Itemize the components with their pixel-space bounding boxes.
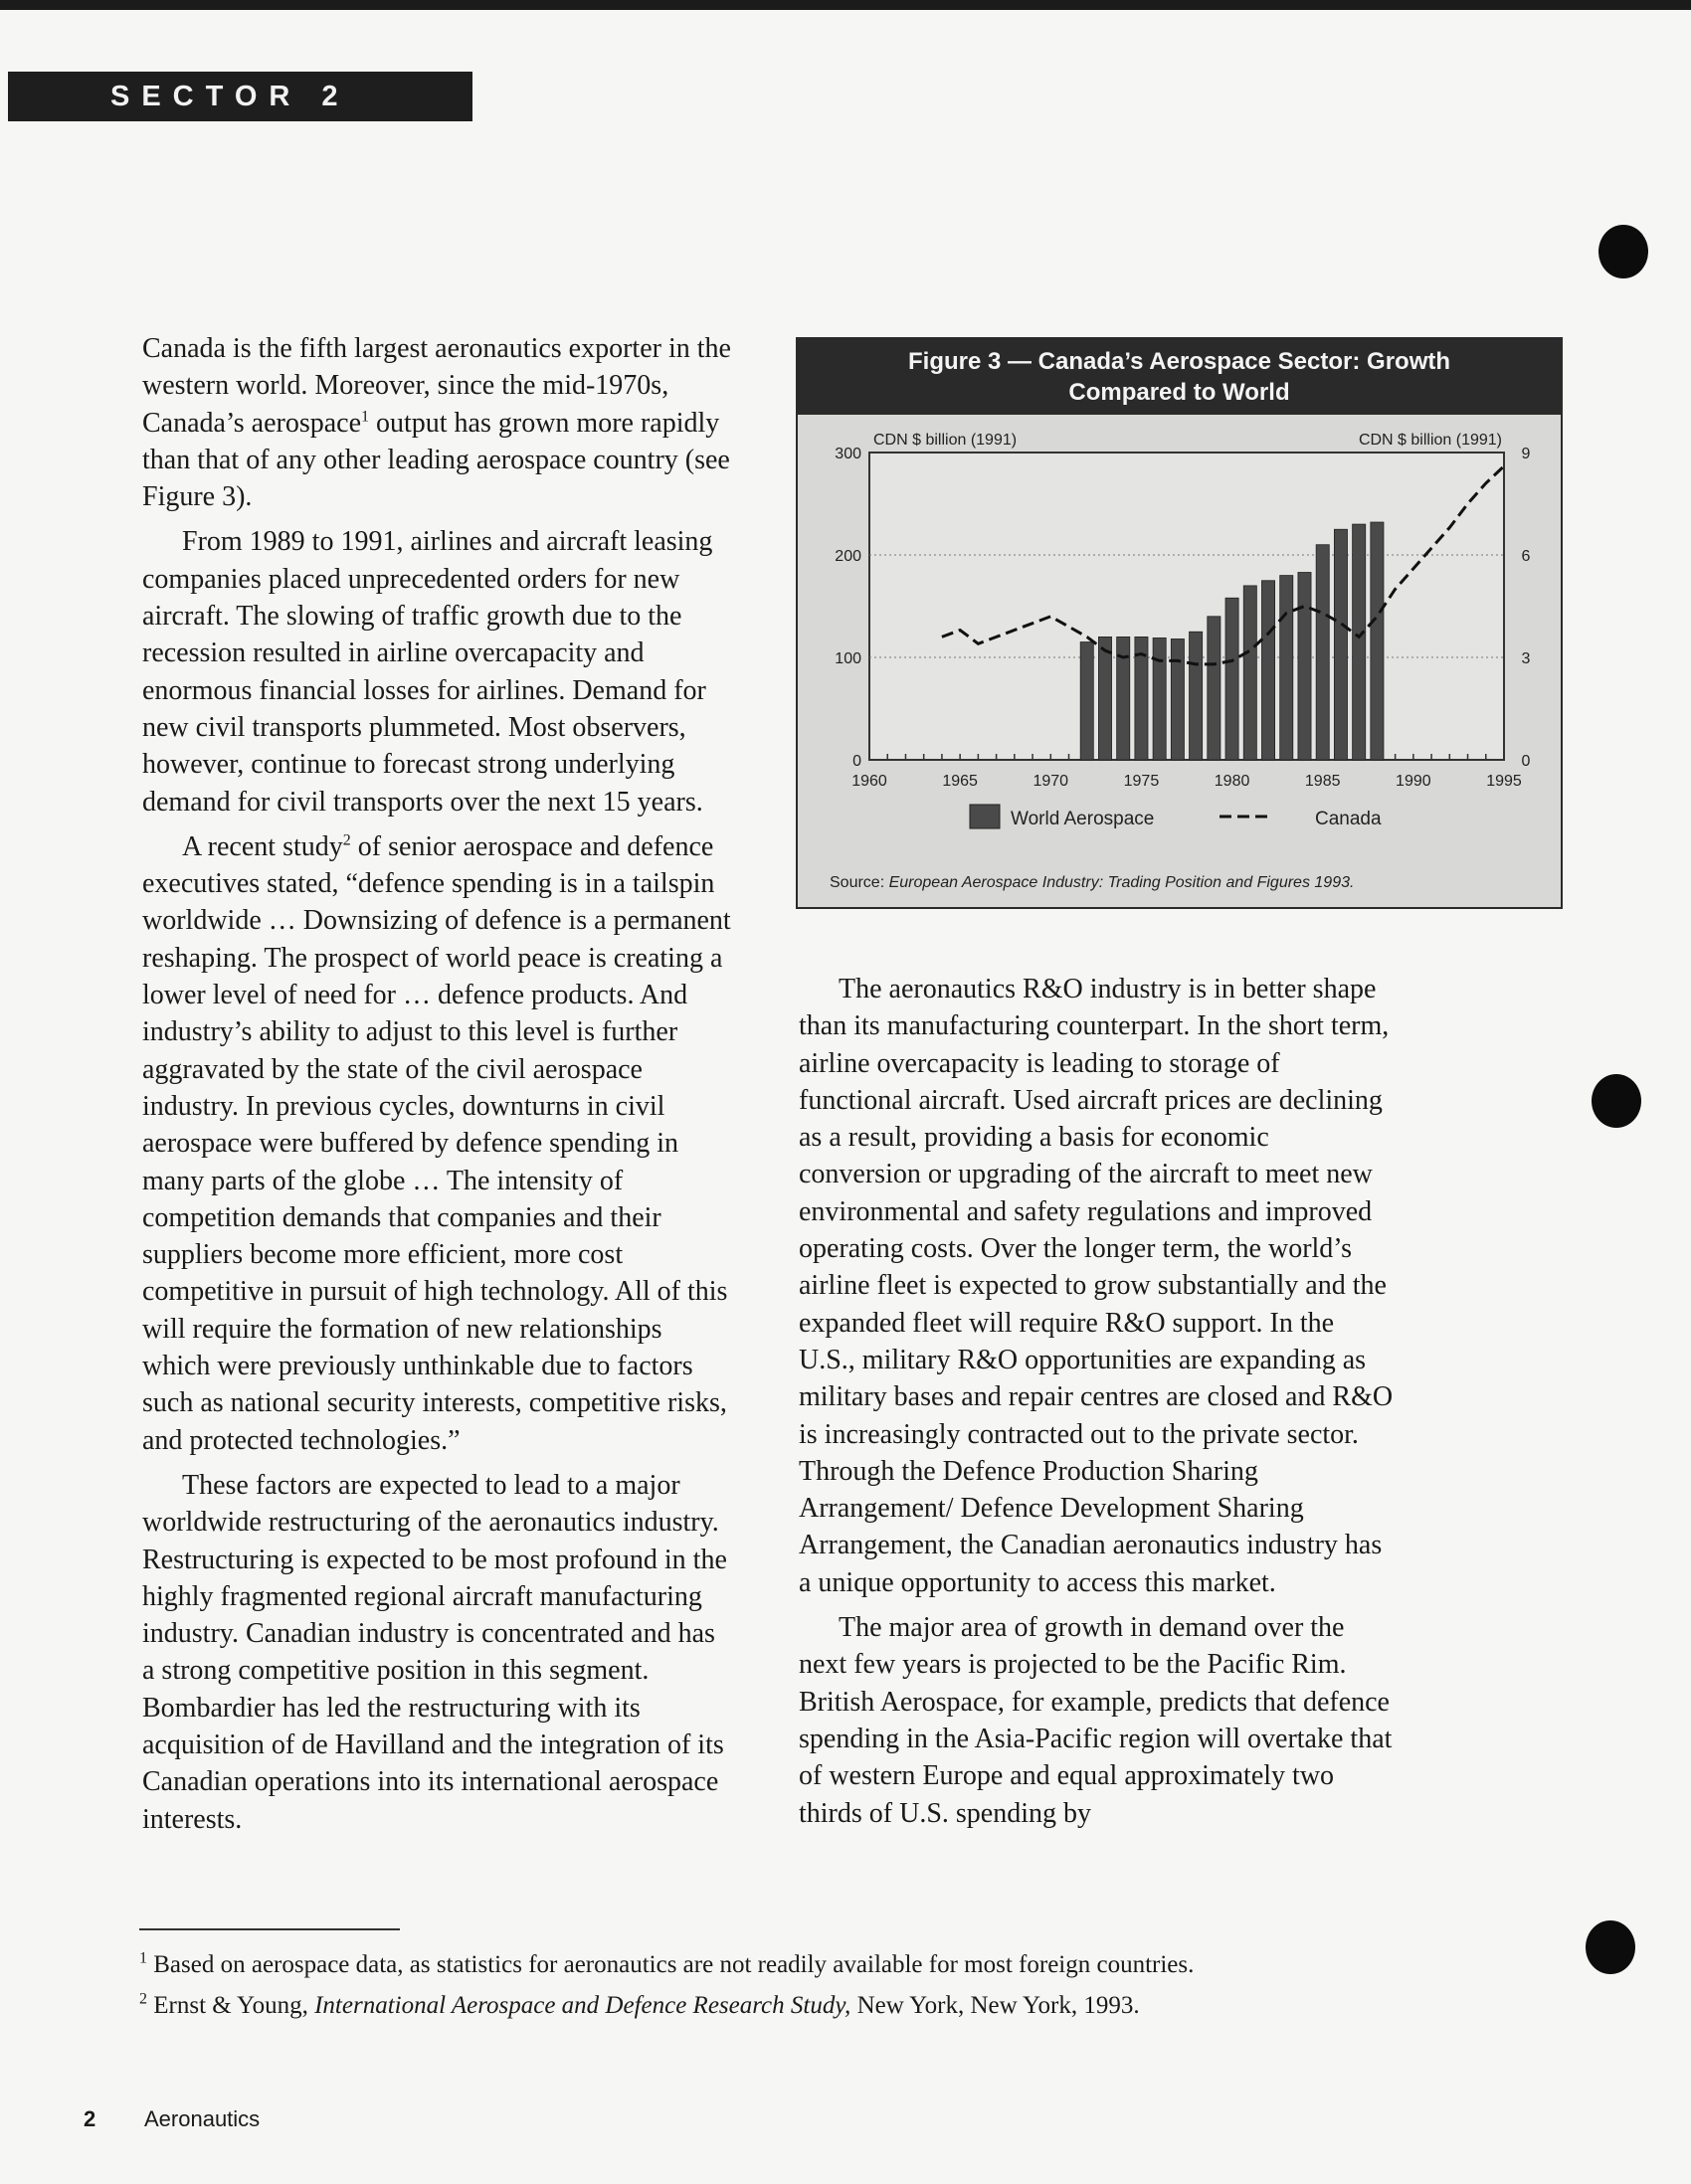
- right-text-column: [799, 971, 1396, 1840]
- right-tick-label: 3: [1521, 650, 1531, 667]
- world-aerospace-bar: [1208, 617, 1221, 760]
- growth-chart: [798, 415, 1561, 852]
- right-tick-label: 6: [1521, 548, 1531, 565]
- world-aerospace-bar: [1098, 637, 1111, 760]
- paragraph: The major area of growth in demand over the next few years is projected to be the Pacific Rim. British Aerospace, for example, predicts that defence spending in the Asia-Pacific region will overtake that of western Europe and equal approximately two thirds of U.S. spending by: [799, 1612, 1393, 1829]
- world-aerospace-bar: [1353, 524, 1366, 760]
- world-aerospace-bar: [1225, 598, 1238, 760]
- footnote-rule: [139, 1928, 400, 1930]
- paragraph: From 1989 to 1991, airlines and aircraft leasing companies placed unprecedented orders for new aircraft. The slowing of traffic growth due to the recession resulted in airline overcapacity and enormous financial losses for airlines. Demand for new civil transports plummeted. Most observers, however, continue to forecast strong underlying demand for civil transports over the next 15 years.: [142, 526, 713, 818]
- footnote-ref: 1: [361, 408, 369, 426]
- world-aerospace-bar: [1153, 637, 1166, 760]
- figure-source: Source: European Aerospace Industry: Trading Position and Figures 1993.: [830, 874, 1355, 891]
- paragraph: Canada is the fifth largest aeronautics exporter in the western world. Moreover, since the mid-1970s, Canada’s aerospace$^1$ output has grown more rapidly than that of any other leading aerospace country (see Figure 3).: [142, 333, 731, 513]
- left-text-column: [142, 330, 731, 1846]
- figure-3: [796, 337, 1563, 909]
- sector-banner: SECTOR 2: [8, 72, 472, 121]
- world-aerospace-bar: [1334, 529, 1347, 760]
- binder-hole: [1598, 225, 1648, 278]
- plot-area: [869, 453, 1504, 760]
- section-name: Aeronautics: [144, 2106, 261, 2131]
- left-tick-label: 0: [852, 753, 861, 770]
- left-tick-label: 100: [835, 650, 861, 667]
- x-tick-label: 1970: [1033, 773, 1069, 790]
- binder-hole: [1592, 1074, 1641, 1128]
- left-tick-label: 200: [835, 548, 861, 565]
- x-tick-label: 1965: [942, 773, 978, 790]
- right-tick-label: 0: [1521, 753, 1531, 770]
- world-aerospace-bar: [1316, 545, 1329, 760]
- top-edge-line: [0, 0, 1691, 10]
- paragraph: The aeronautics R&O industry is in better shape than its manufacturing counterpart. In the short term, airline overcapacity is leading to storage of functional aircraft. Used aircraft prices are declining as a result, providing a basis for economic conversion or upgrading of the aircraft to meet new environmental and safety regulations and improved operating costs. Over the longer term, the world’s airline fleet is expected to grow substantially and the expanded fleet will require R&O support. In the U.S., military R&O opportunities are expanding as military bases and repair centres are closed and R&O is increasingly contracted out to the private sector. Through the Defence Production Sharing Arrangement/ Defence Development Sharing Arrangement, the Canadian aeronautics industry has a unique opportunity to access this market.: [799, 974, 1394, 1598]
- world-aerospace-bar: [1190, 632, 1203, 760]
- world-aerospace-bar: [1280, 576, 1293, 760]
- right-axis-label: CDN $ billion (1991): [1358, 432, 1502, 449]
- figure-title: Figure 3 — Canada’s Aerospace Sector: Growth Compared to World: [798, 339, 1561, 415]
- world-aerospace-bar: [1261, 581, 1274, 760]
- x-tick-label: 1975: [1123, 773, 1160, 790]
- world-aerospace-bar: [1298, 573, 1311, 760]
- x-tick-label: 1960: [851, 773, 887, 790]
- paragraph: A recent study$^2$ of senior aerospace and defence executives stated, “defence spending is in a tailspin worldwide … Downsizing of defence is a permanent reshaping. The prospect of world peace is creating a lower level of need for … defence products. And industry’s ability to adjust to this level is further aggravated by the state of the civil aerospace industry. In previous cycles, downturns in civil aerospace were buffered by defence spending in many parts of the globe … The intensity of competition demands that companies and their suppliers become more efficient, more cost competitive in pursuit of high technology. All of this will require the formation of new relationships which were previously unthinkable due to factors such as national security interests, competitive risks, and protected technologies.”: [142, 830, 731, 1456]
- world-aerospace-bar: [1371, 522, 1384, 760]
- legend-label-canada: Canada: [1315, 809, 1382, 829]
- right-tick-label: 9: [1521, 446, 1531, 462]
- x-tick-label: 1995: [1486, 773, 1522, 790]
- legend-label-world: World Aerospace: [1011, 809, 1155, 829]
- footnote-1: $^1$ Based on aerospace data, as statistics for aeronautics are not readily available for most foreign countries.: [139, 1949, 1195, 1978]
- x-tick-label: 1980: [1214, 773, 1250, 790]
- binder-hole: [1586, 1920, 1635, 1974]
- world-aerospace-bar: [1171, 638, 1184, 760]
- footnote-ref: 2: [342, 831, 351, 849]
- page-number: 2: [84, 2106, 96, 2131]
- world-aerospace-bar: [1080, 642, 1093, 760]
- world-aerospace-bar: [1243, 586, 1256, 760]
- footnote-2: $^2$ Ernst & Young, International Aerospace and Defence Research Study, New York, New York, 1993.: [139, 1990, 1140, 2019]
- x-tick-label: 1985: [1304, 773, 1341, 790]
- paragraph: These factors are expected to lead to a major worldwide restructuring of the aeronautics industry. Restructuring is expected to be most profound in the highly fragmented regional aircraft manufacturing industry. Canadian industry is concentrated and has a strong competitive position in this segment. Bombardier has led the restructuring with its acquisition of de Havilland and the integration of its Canadian operations into its international aerospace interests.: [142, 1469, 727, 1835]
- legend-swatch-world: [970, 805, 1000, 828]
- left-tick-label: 300: [835, 446, 861, 462]
- x-tick-label: 1990: [1396, 773, 1431, 790]
- left-axis-label: CDN $ billion (1991): [873, 432, 1018, 449]
